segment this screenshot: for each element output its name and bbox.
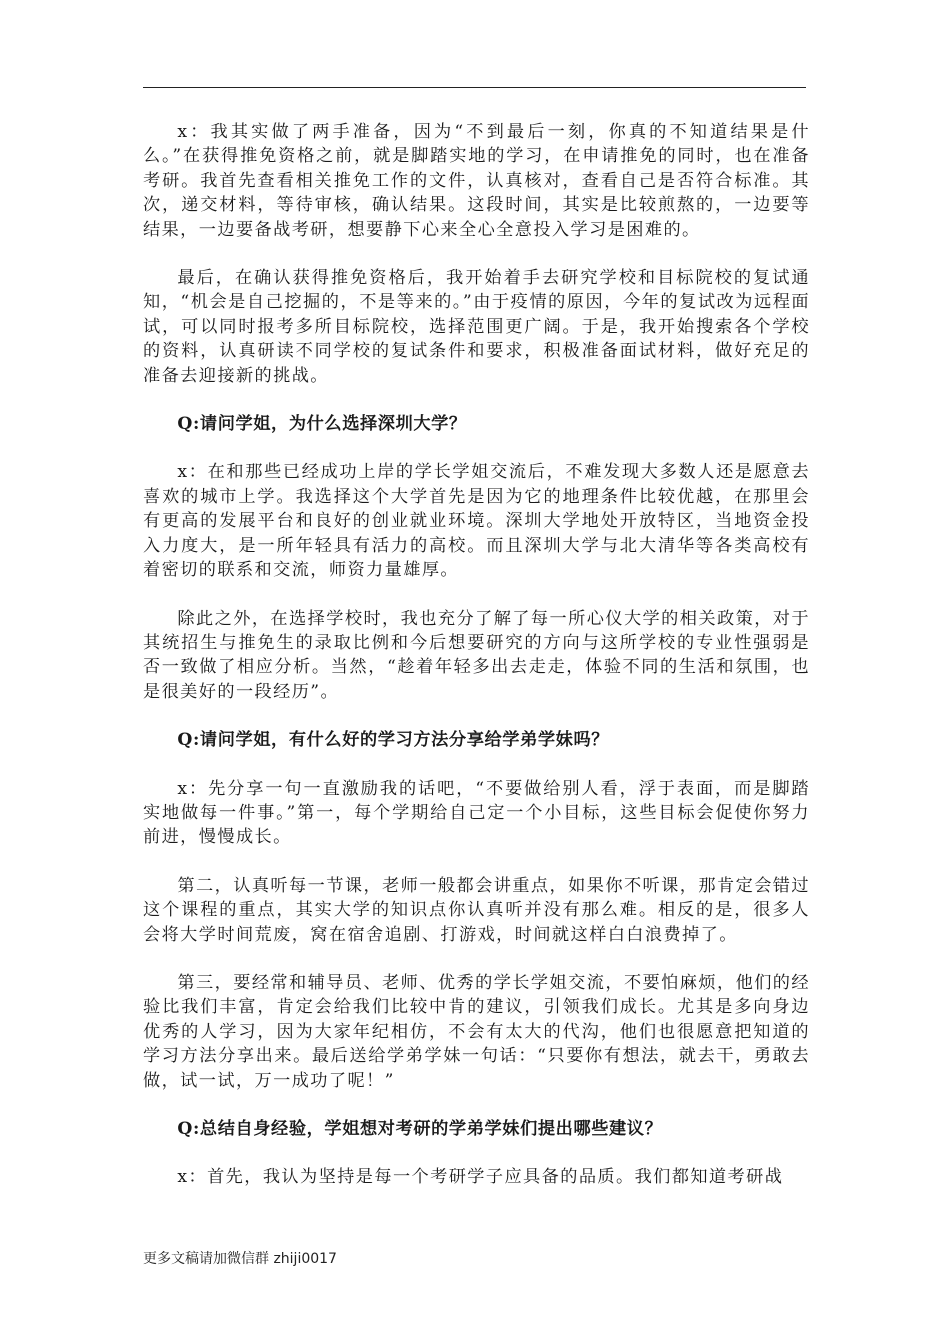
page-footer: 更多文稿请加微信群 zhiji0017: [143, 1251, 337, 1267]
answer-paragraph: x：在和那些已经成功上岸的学长学姐交流后，不难发现大多数人还是愿意去喜欢的城市上学。我选择这个大学首先是因为它的地理条件比较优越，在那里会有更高的发展平台和良好的创业就业环境。深圳大学地处开放特区，当地资金投入力度大，是一所年轻具有活力的高校。而且深圳大学与北大清华等各类高校有着密切的联系和交流，师资力量雄厚。: [143, 462, 810, 581]
answer-paragraph: x：我其实做了两手准备，因为“不到最后一刻，你真的不知道结果是什么。”在获得推免资格之前，就是脚踏实地的学习，在申请推免的同时，也在准备考研。我首先查看相关推免工作的文件，认真核对，查看自己是否符合标准。其次，递交材料，等待审核，确认结果。这段时间，其实是比较煎熬的，一边要等结果，一边要备战考研，想要静下心来全心全意投入学习是困难的。: [143, 122, 810, 240]
answer-paragraph: 第三，要经常和辅导员、老师、优秀的学长学姐交流，不要怕麻烦，他们的经验比我们丰富，肯定会给我们比较中肯的建议，引领我们成长。尤其是多向身边优秀的人学习，因为大家年纪相仿，不会有太大的代沟，他们也很愿意把知道的学习方法分享出来。最后送给学弟学妹一句话：“只要你有想法，就去干，勇敢去做，试一试，万一成功了呢！”: [143, 972, 810, 1091]
question-heading: Q:请问学姐，为什么选择深圳大学？: [177, 414, 467, 435]
answer-paragraph: x：先分享一句一直激励我的话吧，“不要做给别人看，浮于表面，而是脚踏实地做每一件事。”第一，每个学期给自己定一个小目标，这些目标会促使你努力前进，慢慢成长。: [143, 778, 810, 848]
document-body: [143, 120, 810, 1214]
question-heading: Q:总结自身经验，学姐想对考研的学弟学妹们提出哪些建议？: [177, 1119, 663, 1139]
question-heading: Q:请问学姐，有什么好的学习方法分享给学弟学妹吗？: [177, 730, 610, 751]
answer-paragraph: 最后，在确认获得推免资格后，我开始着手去研究学校和目标院校的复试通知，“机会是自己挖掘的，不是等来的。”由于疫情的原因，今年的复试改为远程面试，可以同时报考多所目标院校，选择范围更广阔。于是，我开始搜索各个学校的资料，认真研读不同学校的复试条件和要求，积极准备面试材料，做好充足的准备去迎接新的挑战。: [143, 268, 810, 386]
header-rule: [143, 87, 806, 88]
answer-paragraph: 除此之外，在选择学校时，我也充分了解了每一所心仪大学的相关政策，对于其统招生与推免生的录取比例和今后想要研究的方向与这所学校的专业性强弱是否一致做了相应分析。当然，“趁着年轻多出去走走，体验不同的生活和氛围，也是很美好的一段经历”。: [143, 608, 810, 702]
answer-paragraph: 第二，认真听每一节课，老师一般都会讲重点，如果你不听课，那肯定会错过这个课程的重点，其实大学的知识点你认真听并没有那么难。相反的是，很多人会将大学时间荒废，窝在宿舍追剧、打游戏，时间就这样白白浪费掉了。: [143, 875, 810, 945]
answer-paragraph: x：首先，我认为坚持是每一个考研学子应具备的品质。我们都知道考研战: [177, 1167, 784, 1188]
